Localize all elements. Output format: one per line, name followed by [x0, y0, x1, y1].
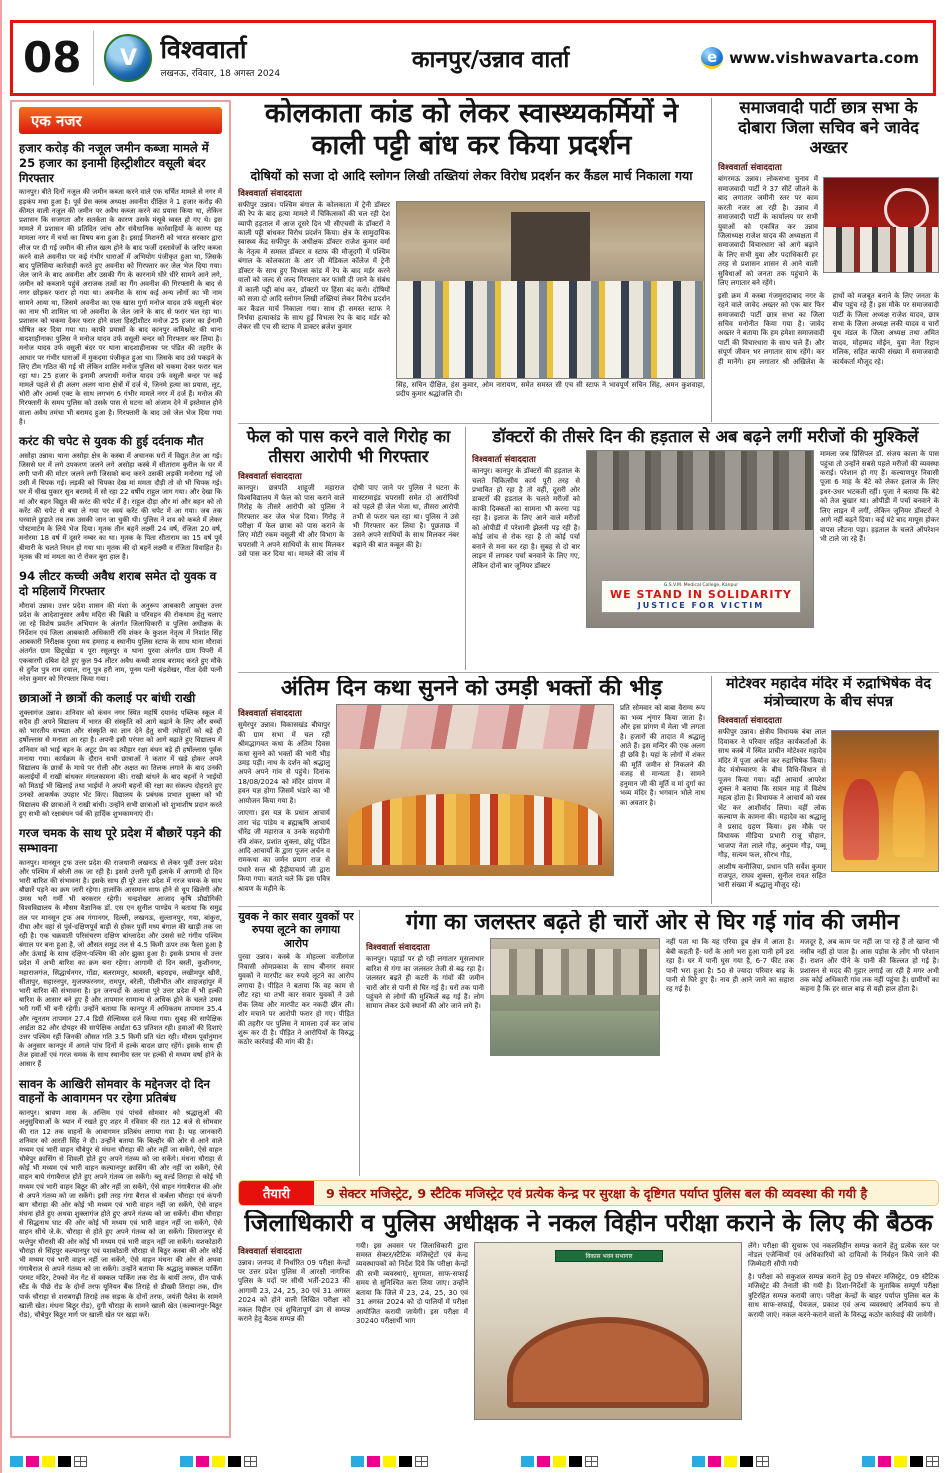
sp-headline: समाजवादी पार्टी छात्र सभा के दोबारा जिला सचिव बने जावेद अख्तर: [738, 98, 919, 158]
moteshwar-byline: विश्ववार्ता संवाददाता: [718, 716, 782, 727]
meeting-body-1: उन्नाव। जनपद में निर्धारित 09 परीक्षा केन्द्रों पर उत्तर प्रदेश पुलिस में आरक्षी नागरिक पुलिस के पदों पर सीधी भर्ती-2023 की आगामी 23, 24, 25, 30 एवं 31 अगस्त 2024 को होने वाली लिखित परीक्षा को नकल विहीन एवं शुचितापूर्ण ढंग से सम्पन्न कराने हेतु बैठक सम्पन्न की: [238, 1258, 350, 1324]
yuvak-headline: युवक ने कार सवार युवकों पर रुपया लूटने का लगाया आरोप: [238, 910, 354, 950]
article-katha: [238, 676, 712, 904]
lead-byline: विश्ववार्ता संवाददाता: [238, 188, 302, 199]
doctors-byline: विश्ववार्ता संवाददाता: [472, 455, 536, 466]
cmyk-marks: [521, 1456, 598, 1467]
article-ganga: [366, 910, 939, 1176]
sidebar-headline: हजार करोड़ की नजूल जमीन कब्जा मामले में 25 हजार का इनामी हिस्ट्रीशीटर वसूली बंदर गिरफ्तार: [19, 141, 209, 185]
katha-photo: [336, 704, 614, 876]
article-yuvak: [238, 910, 360, 1176]
masthead-divider: [93, 31, 94, 85]
sidebar-article: [19, 141, 222, 427]
sidebar-article: [19, 1077, 222, 1321]
ganga-body-2: नहीं पता था कि यह एरिया डूब क्षेत्र में आता है। बेबी कहती हैं- घरों के आगे भरा हुआ पानी हमें डरा रहा है। घर में पानी घुस गया है, 6-7 फीट तक पानी भरा हुआ है। 50 से ज्यादा परिवार बाढ़ के पानी से घिरे हुए हैं। नाव ही आने जाने का सहारा रह गई है।: [666, 938, 794, 994]
sidebar-article: [19, 826, 222, 1070]
ganga-headline: गंगा का जलस्तर बढ़ते ही चारों ओर से घिर गई गांव की जमीन: [405, 910, 900, 935]
katha-byline: विश्ववार्ता संवाददाता: [238, 709, 302, 720]
article-sp: [718, 98, 939, 422]
meeting-room-board: विकास भवन सभागार: [555, 1250, 663, 1262]
katha-headline: अंतिम दिन कथा सुनने को उमड़ी भक्तों की भीड़: [280, 676, 663, 701]
page-number: 08: [23, 33, 82, 82]
sp-byline: विश्ववार्ता संवाददाता: [718, 163, 782, 174]
cmyk-marks: [351, 1456, 428, 1467]
cmyk-marks: [180, 1456, 257, 1467]
fail-body: कानपुर। छत्रपति शाहूजी महाराज विश्वविद्यालय में फेल को पास कराने वाले गिरोह के तीसरे आरोपी को पुलिस ने गिरफ्तार कर जेल भेज दिया। गिरोह ने परीक्षा में फेल छात्रा को पास कराने के लिए मोटी रकम वसूली थी और विभाग के चपरासी ने अपने साथियों के साथ मिलकर उसे पास कर दिया था। मामले की जांच में दोषी पाए जाने पर पुलिस ने घटना के मास्टरमाइंड चपरासी समेत दो आरोपियों को पहले ही जेल भेजा था, तीसरा आरोपी तभी से फरार चल रहा था। पुलिस ने उसे भी गिरफ्तार कर लिया है। पूछताछ में उसने अपने साथियों के साथ मिलकर नंबर बढ़ाने की बात कबूल की है।: [238, 484, 459, 559]
lead-body: सफीपुर उन्नाव। पश्चिम बंगाल के कोलकाता में ट्रेनी डॉक्टर की रेप के बाद हत्या मामले में चिकित्सकों की चल रही देश व्यापी हड़ताल में आज दूसरे दिन भी सीएचसी के डॉक्टरों ने काली पट्टी बांधकर विरोध प्रदर्शन किया। क्षेत्र के सामुदायिक स्वास्थ्य केंद्र सफीपुर के अधीक्षक डॉक्टर राजेश कुमार वर्मा के नेतृत्व में समस्त डॉक्टर व स्टाफ की मौजूदगी में पश्चिम बंगाल के कोलकाता के आर जी मेडिकल कॉलेज में ट्रेनी डॉक्टर के साथ हुए विभत्स कांड में रेप के बाद मर्डर करने वालों को जल्द से जल्द गिरफ्तार कर फांसी दी जाने के संबंध में काली पट्टी बांध कर, डॉक्टरों पर हिंसा बंद करो। दोषियों को सजा दो आदि स्लोगन लिखी तख्तियां लेकर विरोध प्रदर्शन कर कैंडल मार्च निकाला गया। साथ ही समस्त स्टाफ ने निर्भया हत्याकांड के साथ हुई विभत्स रेप के बाद मर्डर को लेकर सी एच सी स्टाफ में डाक्टर ब्रजेश कुमार: [238, 200, 390, 332]
article-meeting: [238, 1210, 939, 1458]
sidebar-article: [19, 569, 222, 684]
sidebar-headline: छात्राओं ने छात्रों की कलाई पर बांधी राखी: [19, 691, 196, 706]
banner-college-line: G.S.V.M. Medical College, Kanpur: [663, 583, 739, 589]
meeting-photo: [474, 1242, 742, 1420]
meeting-body-4: है। परीक्षा को सकुशल सम्पन्न कराने हेतु 09 सेक्टर मजिस्ट्रेट, 09 स्टैटिक मजिस्ट्रेट की तैनाती की गयी है। दिशा-निर्देशों के मुताबिक सम्पूर्ण परीक्षा त्रुटिरहित सम्पन्न करायी जाए। परीक्षा केन्द्रों के बाहर पर्याप्त पुलिस बल के साथ साफ-सफाई, पेयजल, प्रकाश एवं अन्य व्यवस्थाएं अनिवार्य रूप से करायी जाएं। नकल करने-कराने वालों के विरुद्ध कठोर कार्रवाई की जायेगी।: [748, 1272, 939, 1319]
sidebar-body: कानपुर। मानसून ट्रफ उत्तर प्रदेश की राजधानी लखनऊ से लेकर पूर्वी उत्तर प्रदेश और पश्चिम में बरेली तक जा रही है। इससे उत्तरी पूर्वी इलाके में आगामी दो दिन भारी बारिश की संभावना है। इसके साथ ही पूरे उत्तर प्रदेश में गरज चमक के साथ बौछारें पड़ने का क्रम जारी रहेगा। हालांकि आसमान साफ होने से धूप खिलेगी और उमस भरी गर्मी भी बरकरार रहेगी। चन्द्रशेखर आजाद कृषि प्रौद्योगिकी विश्वविद्यालय के मौसम वैज्ञानिक डॉ. एस एन सुनील पाण्डेय ने बताया कि समुद्र तल पर मानसून ट्रफ अब गंगानगर, दिल्ली, लखनऊ, सुल्तानपुर, गया, बांकुरा, दीघा और वहां से पूर्व-दक्षिणपूर्व बाड़ी से होकर पूर्वी मध्य बंगाल की खाड़ी तक जा रही है। एक चक्रवाती परिसंचरण दक्षिण बांग्लादेश और उससे सटे गंगीय पश्चिम बंगाल पर बना हुआ है, जो औसत समुद्र तल से 4.5 किमी ऊपर तक फैला हुआ है और ऊंचाई के साथ दक्षिण-पश्चिम की ओर झुका हुआ है। इसके प्रभाव से उत्तर प्रदेश में अभी बारिश का क्रम बना रहेगा। आगामी दो दिन बस्ती, कुशीनगर, महाराजगंज, सिद्धार्थनगर, गोंडा, बलरामपुर, श्रावस्ती, बहराइच, लखीमपुर खीरी, सीतापुर, सहारनपुर, मुजफ्फरनगर, रामपुर, बरेली, पीलीभीत और शाहजहांपुर में भारी बारिश की संभावना है। इन जनपदों के अलावा पूरे उत्तर प्रदेश में भी हल्की बारिश के आसार बने हुए हैं और तापमान सामान्य से अधिक होने के चलते उमस भरी गर्मी भी बनी रहेगी। उन्होंने बताया कि कानपुर में अधिकतम तापमान 35.4 और न्यूनतम तापमान 27.4 डिग्री सेल्सियस दर्ज किया गया। सुबह की सापेक्षिक आर्द्रता 82 और दोपहर की सापेक्षिक आर्द्रता 63 प्रतिशत रही। हवाओं की दिशाएं उत्तर पश्चिम रहीं जिनकी औसत गति 3.5 किमी प्रति घंटा रही। मौसम पूर्वानुमान के अनुसार कानपुर में अगले पांच दिनों में हल्के बादल छाए रहेंगे। इसके साथ ही तेज हवाओं एवं गरज चमक के साथ स्थानीय स्तर पर हल्की से मध्यम वर्षा होने के आसार हैं: [19, 858, 222, 1069]
sp-body-2: इसी क्रम में कस्बा गंजमुरादाबाद नगर के रहने वाले जावेद अख्तर को एक बार फिर समाजवादी पार्टी छात्र सभा का जिला सचिव मनोनीत किया गया है। जावेद अख्तर ने बताया कि हम हमेशा समाजवादी पार्टी की विचारधारा के साथ चले हैं। और संपूर्ण जीवन भर लगातार साथ रहेंगे। कर ही मानेंगे। हम लगातार श्री अखिलेश के हाथों को मजबूत बनाने के लिए जनता के बीच पहुंच रहे हैं। इस मौके पर समाजवादी पार्टी के जिला अध्यक्ष राजेश यादव, छात्र सभा के जिला अध्यक्ष लकी यादव व चारों यूथ मंडल के जिला अध्यक्ष तथा अमित यादव, मोहम्मद मोईन, युवा नेता रिहान मलिक, सहित काफी संख्या में समाजवादी कार्यकर्ता मौजूद रहे।: [718, 291, 939, 366]
sidebar-body: कानपुर। श्रावण मास के अन्तिम एवं पांचवे सोमवार को श्रद्धालुओं की अनुसुविधाओं के ध्यान में रखते हुए शहर में रविवार की रात 12 बजे से सोमवार की रात 12 तक वाहनों के आवागमन प्रतिबंध लगाया गया है। यह जानकारी शनिवार को आरती सिंह ने दी। उन्होंने बताया कि बिल्हौर की ओर से आने वाले मध्यम एवं भारी वाहन चौबेपुर से मंधना चौराहा की ओर नहीं जा सकेंगे, ऐसे वाहन चौबेपुर क्रासिंग से शिवली होते हुए अपने गंतव्य को जा सकेंगे। मंधना चौराहा से कोई भी मध्यम एवं भारी वाहन कल्यानपुर क्रासिंग की ओर नहीं जा सकेंगे, ऐसे वाहन बाये गंगाबैराज होते हुए अपने गंतव्य जा सकेंगे। ब्लू वर्ल्ड तिराहा से कोई भी मध्यम एवं भारी वाहन बिठूर की ओर नहीं जा सकेंगे, ऐसे वाहन गंगाबैराज की ओर से अपने गंतव्य को जा सकेंगे। इसी तरह गंगा बैराज से कर्बला चौराहा एवं कंपनी बाग चौराहा की ओर कोई भी मध्यम एवं भारी वाहन नहीं जा सकेंगे, ऐसे वाहन मंधना होते हुए अथवा शुक्लागंज होते हुए अपने गंतव्य को जा सकेंगे। वीमा चौराहा से सिद्धनाथ घाट की ओर कोई भी मध्यम एवं भारी वाहन नहीं जा सकेंगे, ऐसे वाहन सीधे जे.के. चौराहा से होते हुए अपने गंतव्य को जा सकेंगे। शिवराजपुर से फत्तेपुर चौरासी की ओर कोई भी मध्यम एवं भारी वाहन नहीं जा सकेंगे। यशकोठारी चौराहा से सिंहपुर कल्यानपुर एवं यशकोठारी चौराहा से बिठूर कस्बा की ओर कोई भी मध्यम एवं भारी वाहन नहीं जा सकेंगे, ऐसे वाहन मंधना की ओर से अथवा गंगाबैराज से अपने गंतव्य को जा सकेंगे। उन्होंने बताया कि श्रद्धालु वक्कल पार्किंग परमट मंदिर, टेफ्को मेन गेट से वक्कल पार्किंग तक रोड के बायीं तरफ, ग्रीन पार्क स्टैंड के पीछे रोड के दोनों तरफ यूनियन बैंक तिराहे से डीख्वी तिराहा तक, ग्रीन पार्क चौराहा से शराबगढ़ी तिराहे तक सड़क के दोनों तरफ, जयंती पैलेश के सामने खाली खेत। मंधना बिठूर रोड), दुगी चौराहा के सामने खाली खेत (कल्यानपुर-बिठूर रोड), चौबेपुर बिठूर मार्ग पर खाली खेत पर खड़ा करें।: [19, 1109, 222, 1319]
moteshwar-photo: [831, 730, 939, 872]
moteshwar-photo-caption: आशीष कनौजिया, प्रधान पति सर्वेश कुमार राजपूत, राघव शुक्ला, सुनील रावत सहित भारी संख्या में श्रद्धालु मौजूद रहे।: [718, 862, 826, 890]
prep-text: 9 सेक्टर मजिस्ट्रेट, 9 स्टैटिक मजिस्ट्रेट एवं प्रत्येक केन्द्र पर सुरक्षा के दृष्टिगत पर्याप्त पुलिस बल की व्यवस्था की गयी है: [326, 1185, 868, 1201]
sidebar-headline: सावन के आखिरी सोमवार के मद्देनजर दो दिन वाहनों के आवागमन पर रहेगा प्रतिबंध: [19, 1076, 210, 1106]
ganga-photo: [490, 938, 660, 1056]
edition-line: लखनऊ, रविवार, 18 अगस्त 2024: [160, 69, 281, 79]
banner-solidarity-line: WE STAND IN SOLIDARITY: [610, 588, 792, 602]
cmyk-marks: [10, 1456, 87, 1467]
meeting-body-3: लेंगे। परीक्षा की सुचारू एवं नकलविहीन सम्पन्न कराने हेतु प्रत्येक स्तर पर नोडल एजेन्सियों एवं अधिकारियों को दायित्वों के निर्वहन किये जाने की जिम्मेदारी सौंपी गयी: [748, 1241, 939, 1269]
sidebar-body: शुक्लागंज उन्नाव। शनिवार को कंचन नगर स्थित महर्षि दयानंद पब्लिक स्कूल में सदैव ही अपने विद्यालय में भारत की संस्कृति को आगे बढ़ाने के लिए और बच्चों को भारतीय सभ्यता और संस्कृति का ज्ञान देने हेतु सभी त्योहारों को बड़े ही हर्षोल्लास से मनाता आ रहा है। अपनी इसी परंपरा को आगे बढ़ाते हुए विद्यालय में शनिवार को भाई बहन के अटूट प्रेम का त्यौहार रक्षा बंधन बड़े ही हर्षोल्लास पूर्वक मनाया गया। कार्यक्रम के दौरान सभी छात्राओं ने कतार में खड़े होकर अपने विद्यालय के छात्रों के माथे पर रोली और अक्षत का तिलक लगाने के बाद उनकी कलाईयों में राखी बांधकर मंगलकामना की। राखी बांधने के बाद बहनों ने भाईयों को मिठाई भी खिलाई तथा भाईयों ने अपनी बहनों की रक्षा का संकल्प दोहराते हुए उनको आकर्षक उपहार भेंट किए। विद्यालय के प्रबंधक प्रभात शुक्ला को भी विद्यालय की छात्राओं ने राखी बांधी। उन्होंने सभी छात्राओं को शुभाशीष प्रदान करते हुए सभी को रक्षाबंधन पर्व की हार्दिक शुभकामनाएं दी।: [19, 708, 222, 818]
ek-nazar-header: एक नजर: [19, 107, 222, 134]
website-url: www.vishwavarta.com: [729, 49, 919, 67]
lead-subhead: दोषियों को सजा दो आदि स्लोगन लिखी तख्तियां लेकर विरोध प्रदर्शन कर कैंडल मार्च निकाला गया: [250, 167, 693, 183]
lead-photo-caption: सिंह, सचिन दीक्षित, हंस कुमार, ओम नारायण, समेत समस्त सी एच सी स्टाफ ने भावपूर्ण सचिन सिंह, अमन कुशवाहा, प्रदीप कुमार श्रद्धांजलि दी।: [396, 380, 705, 399]
lead-headline: कोलकाता कांड को लेकर स्वास्थ्यकर्मियों ने काली पट्टी बांध कर किया प्रदर्शन: [264, 98, 679, 161]
article-doctors: [472, 427, 939, 670]
sp-photo: [823, 177, 939, 273]
meeting-byline: विश्ववार्ता संवाददाता: [238, 1246, 302, 1257]
paper-name: विश्ववार्ता: [160, 35, 247, 64]
solidarity-banner: [601, 580, 802, 613]
meeting-headline: जिलाधिकारी व पुलिस अधीक्षक ने नकल विहीन परीक्षा कराने के लिए की बैठक: [244, 1210, 933, 1237]
meeting-body-2: गयी। इस अवसर पर जिलाधिकारी द्वारा समस्त सेक्टर/स्टैटिक मजिस्ट्रेटों एवं केन्द्र व्यवस्थापकों को निर्देश दिये कि परीक्षा केन्द्रों की सभी व्यवस्थाएं, सुगमता, साफ-सफाई समय से सुनिश्चित करा लिया जाए। उन्होंने बताया कि जिले में 23, 24, 25, 30 एवं 31 अगस्त 2024 को दो पालियों में परीक्षा आयोजित करायी जायेगी। इस परीक्षा में 30240 परीक्षार्थी भाग: [356, 1241, 468, 1326]
masthead: [10, 20, 936, 96]
katha-body-mid: जाएगा। इस यज्ञ के प्रधान आचार्य तारा चंद्र पांडेय व ब्रह्मऋषि आचार्य धीरेंद्र जी महाराज व उनके सहयोगी रवि शंकर, प्रशांत शुक्ला, छोटू पंडित आदि आचार्यों के द्वारा पूजन अर्चन व रामकथा का जर्मन प्रयाग राज से पधारे सन्त श्री हैड़ीयाचार्य जी द्वारा किया गया। बताते चले कि इस पवित्र श्रावण के महीने के: [238, 809, 330, 893]
prep-strip: [238, 1180, 939, 1206]
section-title: कानपुर/उन्नाव वार्ता: [411, 47, 570, 73]
cmyk-marks: [862, 1456, 939, 1467]
doctors-photo: [586, 450, 814, 628]
sidebar-article: [19, 691, 222, 819]
ganga-byline: विश्ववार्ता संवाददाता: [366, 943, 430, 954]
browser-e-icon: e: [701, 47, 723, 69]
sp-body-1: बांगरमऊ उन्नाव। लोकसभा चुनाव में समाजवादी पार्टी ने 37 सीटें जीतने के बाद लगातार जमीनी स्तर पर काम करती नजर आ रही है। उन्नाव में समाजवादी पार्टी के कार्यालय पर सभी युवाओं को एकत्रित कर उन्नाव जिलाध्यक्ष राजेश यादव की अध्यक्षता में समाजवादी विचारधारा को आगे बढ़ाने के लिए सभी युवा और पदाधिकारी हर तरह से प्रशासन शासन से आने वाली सुविधाओं को जनता तक पहुंचाने के लिए लगातार बने रहेंगे।: [718, 175, 818, 288]
doctors-headline: डॉक्टरों की तीसरे दिन की हड़ताल से अब बढ़ने लगीं मरीजों की मुश्किलें: [492, 427, 919, 446]
cmyk-marks: [692, 1456, 769, 1467]
sidebar-article: [19, 434, 222, 562]
lead-photo: [396, 201, 705, 379]
doctors-body-right: मामला जब प्रिंसिपल डॉ. संजय काला के पास पहुंचा तो उन्होंने सबसे पहले मरीजों की व्यवस्था कराई। परेशान हो गए हैं। कल्याणपुर निवासी पूजा 6 माह के बेटे को लेकर इलाज के लिए इधर-उधर भटकती रहीं। पूजा ने बताया कि बेटे को तेज बुखार था। ओपीडी में पर्चा बनवाने के लिए लाइन में लगीं, लेकिन जूनियर डॉक्टरों ने आगे नहीं बढ़ने दिया। कई घंटे बाद मायूस होकर वापस लौटना पड़ा। हड़ताल के चलते ऑपरेशन भी टाले जा रहे हैं।: [820, 450, 939, 544]
sidebar-ek-nazar: [10, 100, 231, 1438]
moteshwar-body: सफीपुर उन्नाव। क्षेत्रीय विधायक बंबा लाल दिवाकर ने परिवार सहित कार्यकर्ताओं के साथ कस्बे में स्थित प्राचीन मोटेश्वर महादेव मंदिर में पूजा अर्चना कर रुद्राभिषेक किया। वेद मंत्रोच्चारण के बीच विधि-विधान से पूजन किया गया। वहीं आचार्य आपरेश शुक्ल ने बताया कि सावन माह में विशेष महत्व होता है। विधायक ने आचार्य को वस्त्र भेंट कर आशीर्वाद लिया। वहीं लोक कल्याण के कामना की। महादेव का श्रद्धालु ने प्रसाद ग्रहण किया। इस मौके पर विधायक मीडिया प्रभारी राजू चौहान, भाजपा नेता लाले गौड़, अनुपम गौड़, पम्मू गौड़, सत्यम फल, सौरभ गौड़,: [718, 728, 826, 860]
article-moteshwar: [718, 676, 939, 928]
doctors-body-left: कानपुर। कानपुर के डॉक्टरों की हड़ताल के चलते चिकित्सीय कार्य पूरी तरह से प्रभावित हो रहा है तो वहीं, दूसरी ओर डाक्टरों की हडताल के चलते मरीजों को काफी दिक्कतों का सामना भी करना पड़ रहा है। इलाज के लिए आने वाले मरीजों को ओपीडी में परेशानी झेलनी पड़ रही है। कोई जांच से रोक रहा है तो कोई पर्चा बनाने से मना कर रहा है। सुबह से दो बार लाइन में लगकर पर्चा बनवाने के लिए गए, लेकिन दोनों बार जूनियर डॉक्टर: [472, 467, 580, 570]
website-block: [701, 47, 933, 69]
prep-label: तैयारी: [239, 1181, 314, 1205]
sidebar-body: कानपुर। बीते दिनों नजूल की जमीन कब्जा करने वाले एक चर्चित मामले से नगर में हड़कंप मचा हुआ है। पूर्व प्रेस क्लब अध्यक्ष अवनीश दीक्षित ने 1 हजार करोड़ की कीमत वाली नजूल की जमीन पर अवैध कब्जा करने का प्रयास किया था, लेकिन प्रशासन कि सजगता और सतर्कता के कारण उसके मंसूबे ध्वस्त हो गए थे। इस मामले में प्रशासन की प्रतिदिन जांच और संवैधानिक कार्रवाहियों के कारण यह मामला नगर में चर्चा का विषय बना हुआ है। इसाई मिशनरी को भारत सरकार द्वारा लीज पर दी गई जमीन की लीज खत्म होने के बाद फर्जी दस्तावेजों के जरिए कब्जा करने वाले अवनीश पर कई गंभीर धाराओं में अभियोग पंजीकृत हुआ था, जिसके बाद पुलिसिया कार्रवाही करते हुए अवनीश को गिरफ्तार कर जेल भेज दिया गया। जेल जाने के बाद अवनीश और उसकी गैंग के कारनामे धीरे धीरे सामने आने लगे, जमीन को कब्जाने पहुंचे अराजक तत्वों का गैंग अवनीश की गिरफ्तारी के बाद से नगर छोड़कर फरार हो गया था। अवनीश के साथ कई अन्य लोगों का भी नाम सामने आया था, जिसमे अवनीश का एक खास गुर्गा मनोज यादव उर्फ वसूली बंदर का नाम भी शामिल था जो अवनीश के जेल जाने के बाद से फरार चल रहा था। प्रशासन को चकमा देकर फरार होने वाला हिस्ट्रीशीटर मनोज 25 हजार का ईनामी घोषित कर दिया गया था। काफी प्रयासों के बाद कानपुर कमिश्नरेट की थाना बादशाहीनाका पुलिस ने मनोज यादव उर्फ वसूली बन्दर को गिरफ्तार कर लिया है। मनोज यादव उर्फ वसूली बंदर पर थाना बादशाहीनाका पर पंडित की तहरीर के आधार पर गंभीर धाराओं में मुकदमा पंजीकृत हुआ था। जिसके बाद उसे पकड़ने के लिए टीम गठित की गई थी लेकिन शातिर मनोज पुलिस को चकमा देकर फरार चल रहा था। 25 हजार के इनामी अपराधी मनोज यादव उर्फ वसूली बन्दर पर कई मामले पहले से ही अलग अलग थाना क्षेत्रों में दर्ज थे, जिनमे हत्या का प्रयास, लूट, चोरी और आर्म्स एक्ट के साथ लगभग 6 गंभीर मामले नगर में दर्ज हैं। मनोज की गिरफ्तारी के समय पुलिस को उसके पास से घटना को अंजाम देने में इस्तेमाल होने वाला अवैध तमंचा भी बरामद हुआ है। गिरफ्तारी के बाद उसे जेल भेज दिया गया है।: [19, 188, 222, 426]
newspaper-logo-icon: V: [104, 34, 152, 82]
paper-name-block: [160, 37, 280, 79]
sidebar-body: मौरावां उन्नाव। उत्तर प्रदेश शासन की मंशा के अनुरूप आबकारी आयुक्त उत्तर प्रदेश के आदेशानुसार अवैध मदिरा की बिक्री व परिवहन की रोकथाम हेतु चलाए जा रहे विशेष प्रवर्तन अभियान के अंतर्गत जिलाधिकारी व पुलिस अधीक्षक के निर्देशन एवं जिला आबकारी अधिकारी रवि शंकर के कुशल नेतृत्व में निशांत सिंह आबकारी निरीक्षक पुरवा मय हमराह व स्थानीय पुलिस स्टाफ के साथ थाना मौरावां अंतर्गत ग्राम छिटूखेड़ा व पूरा रसूलपुर व थाना पुरवा अंतर्गत ग्राम पिपरी में एकबारगी दबिश देते हुए कुल 94 लीटर अवैध कच्ची शराब बरामद करते हुए मौके से दुर्गेश पुत्र राम दयाल, रानू पुत्र हरी नाम, पूनम पत्नी चंद्रशेखर, गीता देवी पत्नी नरेश कुमार को गिरफ्तार किया गया।: [19, 601, 222, 683]
sidebar-headline: करंट की चपेट से युवक की हुई दर्दनाक मौत: [19, 433, 204, 448]
sidebar-headline: गरज चमक के साथ पूरे प्रदेश में बौछारें पड़ने की सम्भावना: [19, 825, 222, 855]
fail-byline: विश्ववार्ता संवाददाता: [238, 472, 302, 483]
moteshwar-headline: मोटेश्वर महादेव मंदिर में रुद्राभिषेक वेद मंत्रोच्चारण के बीच संपन्न: [725, 676, 932, 710]
yuvak-body: पुरवा उन्नाव। कस्बे के मोहल्ला वजीरगंज निवासी ओमप्रकाश के साथ बीेनगर सवार युवकों ने मारपीट कर रुपये लूटने का आरोप लगाया है। पीड़ित ने बताया कि वह काम से लौट रहा था तभी कार सवार युवकों ने उसे रोक लिया और मारपीट कर नकदी छीन ली। शोर मचाने पर आरोपी फरार हो गए। पीड़ित की तहरीर पर पुलिस ने मामला दर्ज कर जांच शुरू कर दी है। पीड़ित ने आरोपियों के विरुद्ध कठोर कार्रवाई की मांग की है।: [238, 953, 354, 1047]
article-lead: [238, 98, 712, 422]
sidebar-headline: 94 लीटर कच्ची अवैध शराब समेत दो युवक व दो महिलायें गिरफ्तार: [19, 568, 217, 598]
katha-body-left: सुमेरपुर उन्नाव। विकासखंड बीघापुर की ग्राम सभा में चल रही श्रीमद्भागवत कथा के अंतिम दिवस कथा सुनने को भक्तों की भारी भीड़ उमड़ पड़ी। नाथ के दर्शन को श्रद्धालु अपने अपने गांव से पहुंचे। दिनांक 18/08/2024 को मंदिर प्रांगण में हवन यज्ञ होगा जिसमें भंडारे का भी आयोजन किया गया है।: [238, 721, 330, 805]
fail-headline: फेल को पास करने वाले गिरोह का तीसरा आरोपी भी गिरफ्तार: [246, 427, 451, 467]
print-registration-marks: [10, 1453, 939, 1469]
katha-body-right: प्रति सोमवार को बाबा वैराग्य रूप का भव्य शृंगार किया जाता है। और इस प्रांगण में मेला भी लगता है। हजारों की तादात में श्रद्धालु आते हैं। इस मन्दिर की एक अलग ही छवि है। यहां के लोगों में शंकर की मूर्ति जमीन से निकलने की वजह से मान्यता है। सामने हनुमान जी की मूर्ति व मां दुर्गा का भव्य मंदिर है। भगवान भोले नाथ का अवतार है।: [620, 704, 705, 807]
sidebar-body: असोहा उन्नाव। थाना असोहा क्षेत्र के कस्बा में अचानक घरों में विद्युत तेज आ गई। जिससे घर में लगे उपकरण जलने लगे असोहा कस्बे में सीताराम कुरील के घर में लगी पानी की मोटर जलने लगी जिसको बन्द करने उसकी लड़की मनोरमा गई जो उसी में चिपक गई। लड़की को चिपका देख मां ममता दौड़ी तो वो भी चिपक गई। घर में चीख पुकार सुन बरामदे में सो रहा 22 वर्षीय राहुल जाग गया। और देखा कि मां और बहन विद्युत की करंट की चपेट में है। राहुल दौड़ा और मां और बहन को तो करेंट की चपेट से बचा ले गया पर स्वयं करेंट की चपेट में आ गया। जब तक घरवाले छुड़ाते तब तक उसकी जान जा चुकी थी। पुलिस ने शव को कब्जे में लेकर पोस्टमार्टम के लिये भेज दिया। मृतक तीन बहनें लक्ष्मी 24 वर्ष, रंजिता 20 वर्ष, मनोरमा 18 वर्ष में दूसरे नम्बर का था। मृतक के पिता सीताराम का 15 वर्ष पूर्व बीमारी के चलते निधन हो गया था। मृतक की दो बहनें लक्ष्मी व रंजिता विवाहित है। मृतक की मां ममता का रो रोकर बुरा हाल है।: [19, 451, 222, 561]
ganga-body-1: कानपुर। पहाड़ों पर हो रही लगातार मूसलाधार बारिश से गंगा का जलस्तर तेजी से बढ़ रहा है। जलस्तर बढ़ते ही कटरी के गांवों की जमीन चारों ओर से पानी से घिर गई है। घरों तक पानी पहुंचने से लोगों की मुश्किलें बढ़ गई हैं। लोग सामान लेकर ऊंचे स्थानों की ओर जाने लगे हैं।: [366, 955, 484, 1011]
article-fail: [238, 427, 466, 670]
ganga-body-3: मजदूर है, अब काम पर नहीं जा पा रहे हैं तो खाना भी नसीब नहीं हो पाता है। आस पड़ोस के लोग भी परेशान हैं। राशन और पीने के पानी की किल्लत हो गई है। प्रशासन से मदद की गुहार लगाई जा रही है मगर अभी तक कोई अधिकारी गांव तक नहीं पहुंचा है। ग्रामीणों का कहना है कि हर साल बाढ़ से यही हाल होता है।: [800, 938, 939, 994]
banner-justice-line: JUSTICE FOR VICTIM: [637, 601, 765, 611]
